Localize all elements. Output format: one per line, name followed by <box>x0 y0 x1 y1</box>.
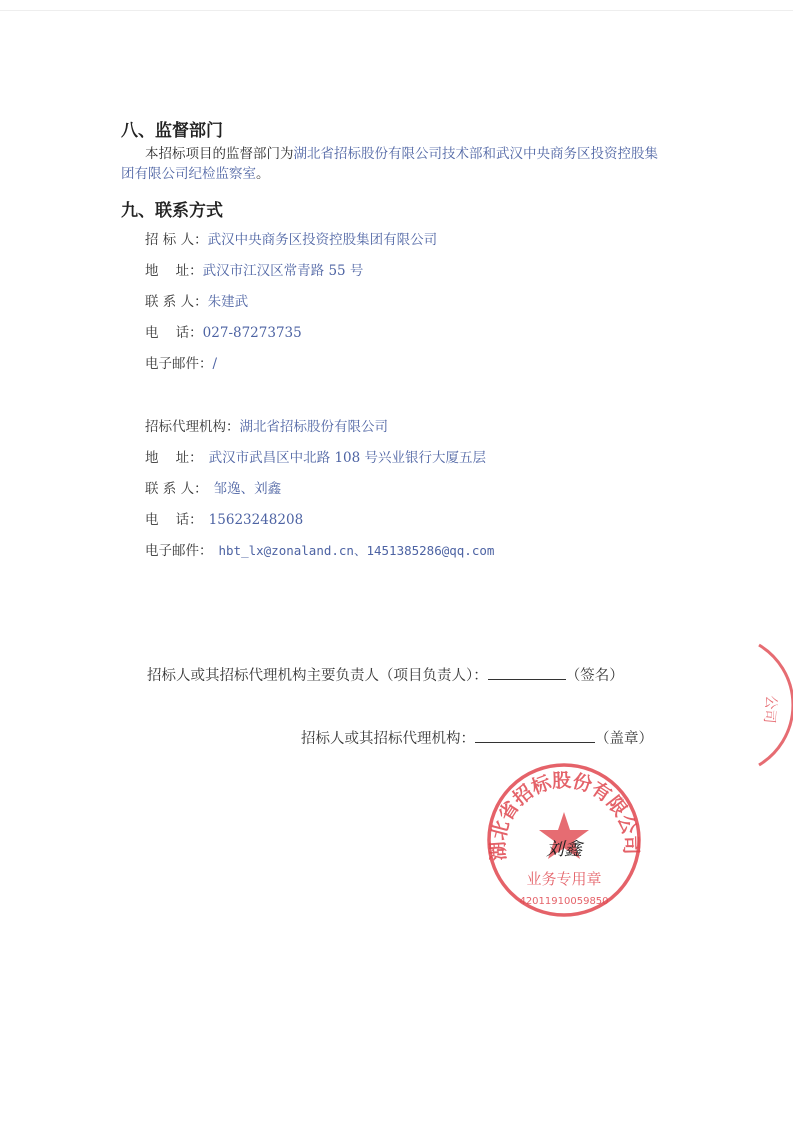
seal-type-text: 业务专用章 <box>526 870 602 888</box>
field-label: 地 址： <box>145 450 203 466</box>
tenderer-contact-row <box>145 259 363 279</box>
seal-label: 招标人或其招标代理机构： <box>301 731 475 747</box>
tenderer-contact-row <box>145 228 437 248</box>
section-9-heading: 九、联系方式 <box>121 201 223 221</box>
seal-field[interactable] <box>475 728 595 743</box>
partial-seal-edge <box>755 640 793 770</box>
signature-label: 招标人或其招标代理机构主要负责人（项目负责人）： <box>147 668 488 684</box>
tenderer-contact-row <box>145 290 248 310</box>
field-value: 湖北省招标股份有限公司 <box>239 419 388 435</box>
agency-contact-row <box>145 415 388 435</box>
field-label: 地 址： <box>145 263 203 279</box>
company-seal <box>484 760 644 920</box>
signature-line-responsible <box>147 664 624 685</box>
agency-contact-row <box>145 539 494 559</box>
field-label: 招 标 人： <box>145 232 208 248</box>
agency-contact-row <box>145 446 486 466</box>
seal-suffix: （盖章） <box>595 731 653 747</box>
field-value: / <box>212 356 218 372</box>
field-label: 电 话： <box>145 512 203 528</box>
field-value: 027-87273735 <box>202 325 302 341</box>
field-value: 15623248208 <box>208 512 304 528</box>
partial-seal-text: 公司 <box>760 694 779 724</box>
field-label: 招标代理机构： <box>145 419 240 435</box>
paragraph-text: 本招标项目的监督部门为 <box>145 146 294 162</box>
period: 。 <box>256 166 270 182</box>
field-value: 邹逸、刘鑫 <box>213 481 282 497</box>
field-value: hbt_lx@zonaland.cn、1451385286@qq.com <box>218 543 495 558</box>
seal-code-text: 42011910059850 <box>519 896 609 907</box>
supervisor-orgs: 湖北省招标股份有限公司技术部和武汉中央商务区投资控股集 <box>293 146 658 162</box>
page-top-border <box>0 10 793 11</box>
field-label: 电 话： <box>145 325 203 341</box>
tenderer-contact-row <box>145 321 302 341</box>
signature-suffix: （签名） <box>565 668 624 684</box>
handwritten-signature: 刘鑫 <box>546 839 582 860</box>
field-label: 联 系 人： <box>145 481 208 497</box>
tenderer-contact-row <box>145 352 217 372</box>
field-label: 电子邮件： <box>145 543 213 559</box>
seal-org-text: 湖北省招标股份有限公司 <box>487 769 642 862</box>
field-value: 武汉市武昌区中北路 108 号兴业银行大厦五层 <box>208 450 487 466</box>
field-value: 武汉中央商务区投资控股集团有限公司 <box>207 232 438 248</box>
seal-line-agency <box>301 727 653 748</box>
signature-field[interactable] <box>488 665 566 680</box>
section-8-paragraph <box>121 144 701 184</box>
agency-contact-row <box>145 508 303 528</box>
section-8-heading: 八、监督部门 <box>121 121 223 141</box>
field-label: 联 系 人： <box>145 294 208 310</box>
agency-contact-row <box>145 477 281 497</box>
supervisor-orgs-cont: 团有限公司纪检监察室 <box>121 166 256 182</box>
field-value: 武汉市江汉区常青路 55 号 <box>202 263 364 279</box>
field-label: 电子邮件： <box>145 356 213 372</box>
field-value: 朱建武 <box>207 294 249 310</box>
